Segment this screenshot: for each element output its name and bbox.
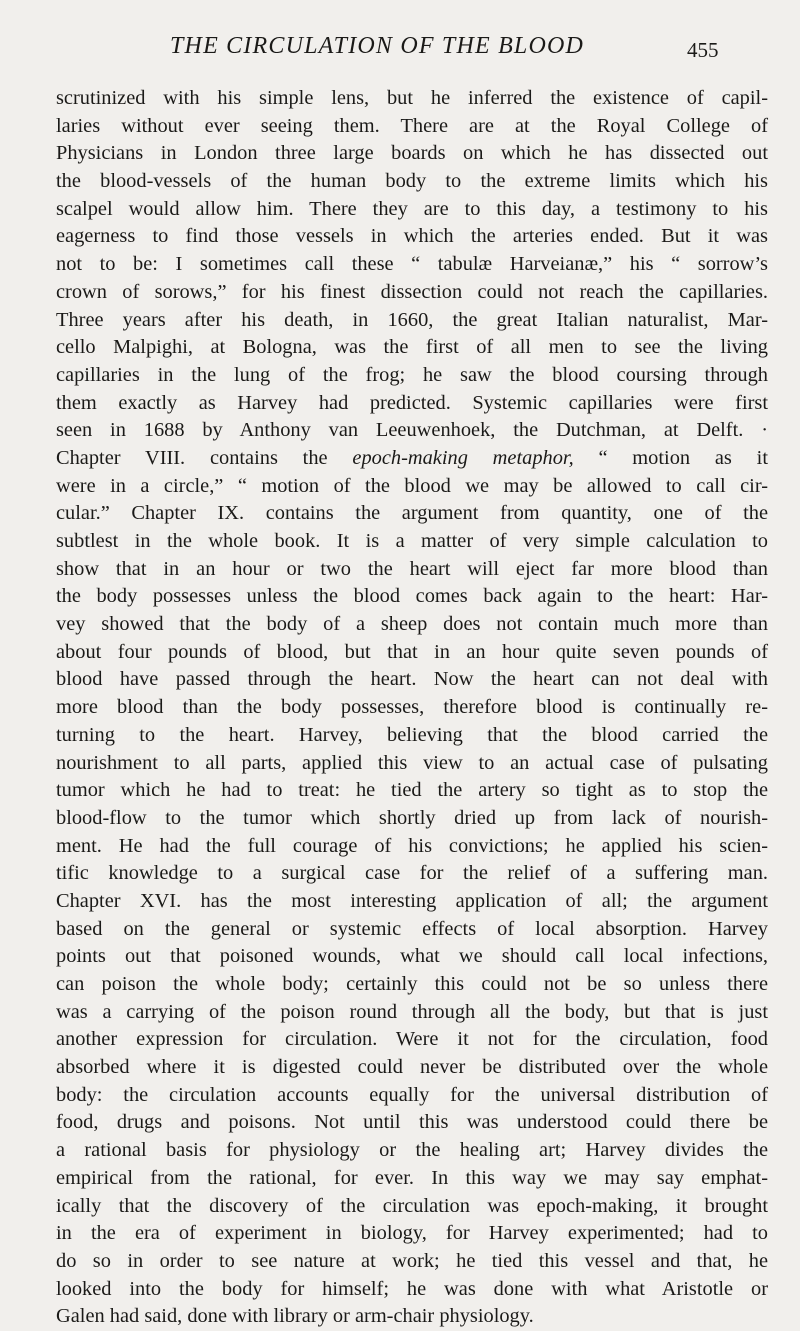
text-line: [56, 1248, 768, 1276]
text-segment: capillaries in the lung of the frog; he saw the blood coursing through: [56, 363, 768, 386]
text-line: [56, 860, 768, 888]
text-line: [56, 473, 768, 501]
running-title: THE CIRCULATION OF THE BLOOD: [170, 33, 585, 59]
text-segment: Three years after his death, in 1660, the great Italian naturalist, Mar-: [56, 308, 768, 331]
text-line: [56, 833, 768, 861]
text-line: [56, 1276, 768, 1304]
text-line: [56, 666, 768, 694]
body-text: [56, 85, 768, 1331]
text-segment: can poison the whole body; certainly this could not be so unless there: [56, 973, 768, 995]
text-line: [56, 196, 768, 224]
text-segment: looked into the body for himself; he was done with what Aristotle or: [56, 1277, 768, 1300]
text-segment: points out that poisoned wounds, what we should call local infections,: [56, 945, 768, 968]
text-line: [56, 223, 768, 251]
text-segment: was a carrying of the poison round through all the body, but that is just: [56, 1000, 768, 1023]
text-line: [56, 251, 768, 279]
text-line: [56, 417, 768, 445]
text-line: [56, 639, 768, 667]
text-segment: the blood-vessels of the human body to the extreme limits which his: [56, 170, 768, 193]
text-line: [56, 556, 768, 584]
text-segment: food, drugs and poisons. Not until this was understood could there be: [56, 1111, 768, 1134]
text-line: [56, 1165, 768, 1193]
text-line: [56, 777, 768, 805]
text-line: [56, 362, 768, 390]
text-line: [56, 1193, 768, 1221]
text-segment: not to be: I sometimes call these “ tabulæ Harveianæ,” his “ sorrow’s: [56, 253, 768, 276]
text-line: [56, 694, 768, 722]
text-line: [56, 445, 768, 473]
text-line: [56, 1026, 768, 1054]
running-head: [0, 33, 800, 63]
text-line: [56, 334, 768, 362]
text-line: [56, 722, 768, 750]
text-line: [56, 971, 768, 999]
text-segment: show that in an hour or two the heart will eject far more blood than: [56, 557, 768, 580]
text-line: [56, 500, 768, 528]
text-segment: empirical from the rational, for ever. In this way we may say emphat-: [56, 1166, 768, 1189]
text-line: [56, 888, 768, 916]
text-line: [56, 390, 768, 418]
text-segment: Chapter VIII. contains the: [56, 446, 353, 469]
text-line: [56, 805, 768, 833]
text-line: [56, 140, 768, 168]
text-segment: scrutinized with his simple lens, but he inferred the existence of capil-: [56, 87, 768, 109]
text-segment: in the era of experiment in biology, for Harvey experimented; had to: [56, 1222, 768, 1245]
text-segment: body: the circulation accounts equally for the universal distribution of: [56, 1083, 768, 1106]
text-segment: vey showed that the body of a sheep does not contain much more than: [56, 613, 768, 636]
text-segment: about four pounds of blood, but that in an hour quite seven pounds of: [56, 640, 768, 663]
text-segment: the body possesses unless the blood comes back again to the heart: Har-: [56, 585, 768, 608]
text-line: [56, 583, 768, 611]
text-segment: seen in 1688 by Anthony van Leeuwenhoek, the Dutchman, at Delft. ·: [56, 419, 768, 442]
text-segment: nourishment to all parts, applied this view to an actual case of pulsating: [56, 751, 768, 774]
text-segment: “ motion as it: [573, 446, 768, 469]
text-segment: crown of sorows,” for his finest dissection could not reach the capillaries.: [56, 280, 768, 303]
text-segment: Physicians in London three large boards on which he has dissected out: [56, 142, 768, 165]
text-segment: more blood than the body possesses, therefore blood is continually re-: [56, 696, 768, 719]
text-segment: absorbed where it is digested could never be distributed over the whole: [56, 1056, 768, 1079]
text-segment: them exactly as Harvey had predicted. Systemic capillaries were first: [56, 391, 768, 414]
text-segment: tific knowledge to a surgical case for the relief of a suffering man.: [56, 862, 768, 885]
text-segment: another expression for circulation. Were it not for the circulation, food: [56, 1028, 768, 1051]
page-number: 455: [687, 38, 719, 62]
text-segment: Chapter XVI. has the most interesting application of all; the argument: [56, 889, 768, 912]
text-line: [56, 279, 768, 307]
text-line: [56, 1054, 768, 1082]
text-line: [56, 1220, 768, 1248]
text-line: [56, 1137, 768, 1165]
text-segment: turning to the heart. Harvey, believing that the blood carried the: [56, 723, 768, 746]
text-segment: Galen had said, done with library or arm-chair physiology.: [56, 1305, 534, 1328]
text-segment: cello Malpighi, at Bologna, was the first of all men to see the living: [56, 336, 768, 359]
text-segment: tumor which he had to treat: he tied the artery so tight as to stop the: [56, 779, 768, 802]
text-line: [56, 1303, 768, 1331]
text-segment: subtlest in the whole book. It is a matter of very simple calculation to: [56, 530, 768, 552]
text-segment: scalpel would allow him. There they are to this day, a testimony to his: [56, 197, 768, 220]
text-line: [56, 307, 768, 335]
text-segment: a rational basis for physiology or the healing art; Harvey divides the: [56, 1139, 768, 1162]
text-line: [56, 611, 768, 639]
text-segment: eagerness to find those vessels in which the arteries ended. But it was: [56, 225, 768, 248]
text-segment: were in a circle,” “ motion of the blood we may be allowed to call cir-: [56, 474, 768, 497]
text-segment: blood-flow to the tumor which shortly dried up from lack of nourish-: [56, 806, 768, 829]
text-line: [56, 943, 768, 971]
text-line: [56, 750, 768, 778]
text-line: [56, 1109, 768, 1137]
text-line: [56, 528, 768, 556]
text-segment: based on the general or systemic effects of local absorption. Harvey: [56, 917, 768, 940]
text-segment: laries without ever seeing them. There are at the Royal College of: [56, 114, 768, 137]
text-line: [56, 168, 768, 196]
text-segment: ically that the discovery of the circulation was epoch-making, it brought: [56, 1194, 768, 1217]
text-segment: cular.” Chapter IX. contains the argument from quantity, one of the: [56, 502, 768, 525]
text-line: [56, 999, 768, 1027]
text-line: [56, 85, 768, 113]
text-line: [56, 916, 768, 944]
text-segment: do so in order to see nature at work; he tied this vessel and that, he: [56, 1249, 768, 1272]
text-line: [56, 113, 768, 141]
italic-phrase: epoch-making metaphor,: [352, 446, 574, 469]
text-line: [56, 1082, 768, 1110]
text-segment: blood have passed through the heart. Now the heart can not deal with: [56, 668, 768, 691]
text-segment: ment. He had the full courage of his convictions; he applied his scien-: [56, 834, 768, 857]
